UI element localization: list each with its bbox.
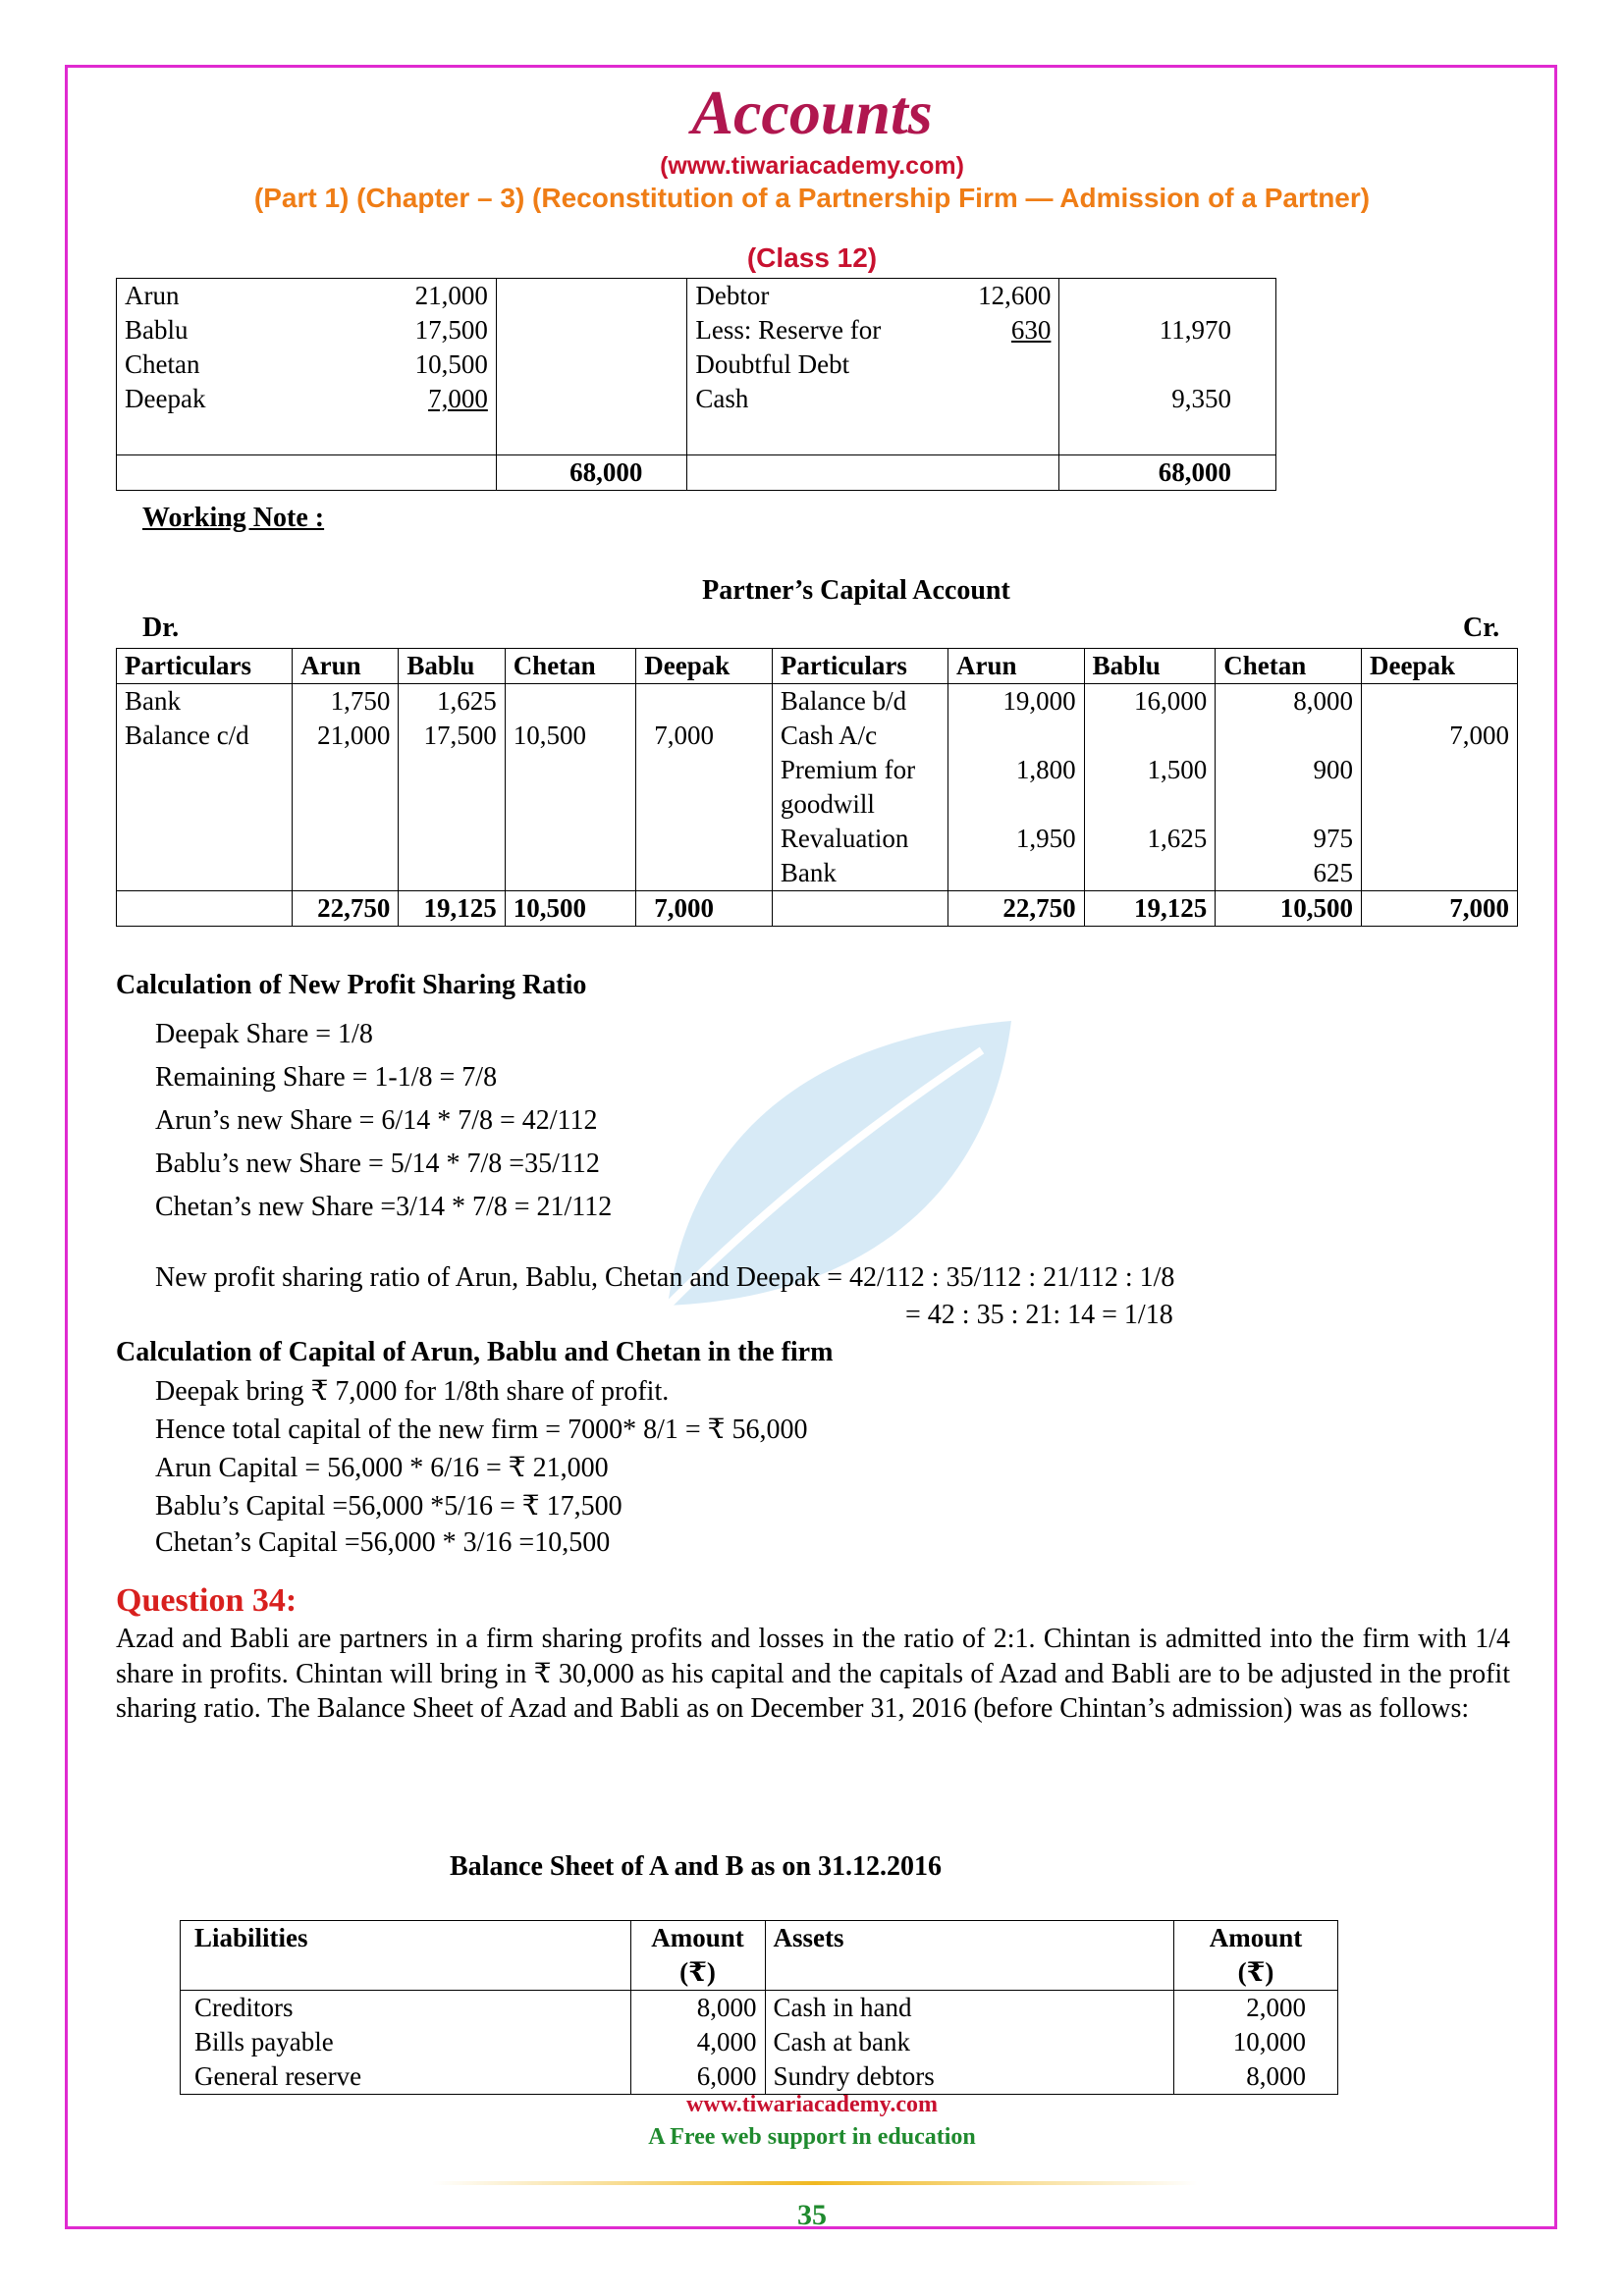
partner-amount: 17,500 [414, 315, 488, 345]
assets-header: Assets [765, 1921, 1174, 1991]
assets-cell [765, 1991, 1174, 2095]
cr-arun [948, 684, 1085, 891]
asset-amount-cell [1174, 1991, 1338, 2095]
asset-label: Cash [695, 384, 749, 413]
capital-line: Deepak bring ₹ 7,000 for 1/8th share of profit. [155, 1376, 670, 1407]
amount-header [1174, 1921, 1338, 1991]
capital-line: Hence total capital of the new firm = 7000* 8/1 = ₹ 56,000 [155, 1415, 808, 1445]
particular: Revaluation [780, 824, 909, 853]
partner-amount: 7,000 [428, 384, 488, 413]
liabilities-header: Liabilities [181, 1921, 631, 1991]
amount: 10,000 [1232, 2027, 1306, 2056]
empty-cell [117, 891, 293, 927]
liability: Bills payable [194, 2027, 334, 2056]
table-header-row [181, 1921, 1338, 1991]
empty-cell [117, 455, 497, 491]
header-site: (www.tiwariacademy.com) [660, 152, 964, 180]
amount: 21,000 [317, 721, 391, 750]
partner-amount: 10,500 [414, 349, 488, 379]
total-right: 68,000 [1059, 455, 1276, 491]
footer-site-link[interactable]: www.tiwariacademy.com [686, 2092, 938, 2117]
balance-sheet-table [180, 1920, 1338, 2095]
particular: Bank [125, 686, 181, 716]
amount: 6,000 [696, 2061, 757, 2091]
reserve-amount: 630 [1010, 315, 1052, 345]
amount: 2,000 [1246, 1993, 1306, 2022]
currency-label: (₹) [1237, 1957, 1274, 1987]
ratio-line: Chetan’s new Share =3/14 * 7/8 = 21/112 [155, 1192, 613, 1222]
cash-amount: 9,350 [1171, 384, 1231, 413]
question-label: Question 34: [116, 1582, 298, 1619]
cr-chetan [1216, 684, 1362, 891]
amount: 8,000 [1246, 2061, 1306, 2091]
new-ratio-line-2: = 42 : 35 : 21: 14 = 1/18 [905, 1300, 1173, 1330]
amount-header-label: Amount [1209, 1923, 1303, 1952]
amount: 1,625 [436, 686, 497, 716]
asset-label: Less: Reserve for [695, 315, 882, 345]
amount: 4,000 [696, 2027, 757, 2056]
asset-label: Debtor [695, 281, 770, 310]
ratio-line: Remaining Share = 1-1/8 = 7/8 [155, 1062, 498, 1093]
partner-amount: 21,000 [414, 281, 488, 310]
ratio-line: Bablu’s new Share = 5/14 * 7/8 =35/112 [155, 1148, 600, 1179]
liability: General reserve [194, 2061, 362, 2091]
ratio-line: Deepak Share = 1/8 [155, 1019, 373, 1049]
dr-particulars [117, 684, 293, 891]
amount: 8,000 [696, 1993, 757, 2022]
cr-label: Cr. [1463, 613, 1500, 643]
amount: 625 [1313, 858, 1354, 887]
asset: Cash at bank [773, 2027, 910, 2056]
empty-cell [772, 891, 947, 927]
amount: 900 [1313, 755, 1354, 784]
currency-label: (₹) [679, 1957, 716, 1987]
capital-heading: Calculation of Capital of Arun, Bablu and Chetan in the firm [116, 1337, 834, 1367]
footer-tagline: A Free web support in education [648, 2124, 976, 2150]
total-row [117, 891, 1518, 927]
balance-sheet-title: Balance Sheet of A and B as on 31.12.2016 [450, 1851, 942, 1882]
amount: 7,000 [654, 721, 715, 750]
amount: 1,500 [1147, 755, 1208, 784]
amount: 8,000 [1293, 686, 1354, 716]
column-header: Particulars [117, 649, 293, 684]
column-header: Chetan [505, 649, 636, 684]
new-ratio-line: New profit sharing ratio of Arun, Bablu, Chetan and Deepak = 42/112 : 35/112 : 21/112 : 1/8 [155, 1262, 1175, 1293]
partner-name: Chetan [125, 349, 200, 379]
working-note-heading: Working Note : [142, 503, 325, 533]
total-amount: 19,125 [1084, 891, 1216, 927]
partner-name: Deepak [125, 384, 206, 413]
total-amount: 22,750 [293, 891, 399, 927]
table-row [117, 279, 1276, 455]
amount-cell [1059, 279, 1276, 455]
amount: 1,625 [1147, 824, 1208, 853]
table-header-row [117, 649, 1518, 684]
amount: 16,000 [1134, 686, 1208, 716]
total-amount: 7,000 [1362, 891, 1518, 927]
amount: 1,950 [1015, 824, 1076, 853]
capital-line: Bablu’s Capital =56,000 *5/16 = ₹ 17,500 [155, 1491, 623, 1522]
asset-label: Doubtful Debt [695, 349, 850, 379]
capital-account-title: Partner’s Capital Account [702, 575, 1010, 606]
amount-header [630, 1921, 765, 1991]
balance-sheet-continuation [116, 278, 1276, 491]
page-title: Accounts [691, 78, 933, 147]
partner-name: Arun [125, 281, 180, 310]
column-header: Deepak [636, 649, 773, 684]
total-amount: 22,750 [948, 891, 1085, 927]
amount-header-label: Amount [651, 1923, 744, 1952]
column-header: Bablu [399, 649, 505, 684]
net-debtors: 11,970 [1159, 315, 1231, 345]
ratio-heading: Calculation of New Profit Sharing Ratio [116, 970, 587, 1000]
liabilities-cell [181, 1991, 631, 2095]
dr-arun [293, 684, 399, 891]
class-label: (Class 12) [746, 242, 878, 273]
total-amount: 19,125 [399, 891, 505, 927]
empty-cell [687, 455, 1059, 491]
particular: Balance b/d [780, 686, 907, 716]
total-row [117, 455, 1276, 491]
footer-divider [432, 2181, 1198, 2185]
dr-label: Dr. [142, 613, 180, 643]
column-header: Particulars [772, 649, 947, 684]
column-header: Arun [293, 649, 399, 684]
amount: 1,750 [330, 686, 391, 716]
amount: 1,800 [1015, 755, 1076, 784]
chapter-subtitle: (Part 1) (Chapter – 3) (Reconstitution of a Partnership Firm — Admission of a Partner) [253, 183, 1371, 213]
table-row [117, 684, 1518, 891]
partner-name: Bablu [125, 315, 189, 345]
particular: Bank [780, 858, 837, 887]
liability-amount-cell [630, 1991, 765, 2095]
total-amount: 7,000 [636, 891, 773, 927]
amount: 17,500 [423, 721, 497, 750]
amount: 7,000 [1449, 721, 1509, 750]
capital-account-table [116, 648, 1518, 927]
column-header: Chetan [1216, 649, 1362, 684]
liability: Creditors [194, 1993, 294, 2022]
cr-bablu [1084, 684, 1216, 891]
ratio-line: Arun’s new Share = 6/14 * 7/8 = 42/112 [155, 1105, 598, 1136]
particular: Balance c/d [125, 721, 249, 750]
column-header: Bablu [1084, 649, 1216, 684]
particular: Premium for goodwill [780, 755, 916, 819]
particular: Cash A/c [780, 721, 878, 750]
table-row [181, 1991, 1338, 2095]
page-number: 35 [797, 2199, 827, 2231]
debtor-amount: 12,600 [978, 281, 1052, 310]
column-header: Arun [948, 649, 1085, 684]
amount: 975 [1313, 824, 1354, 853]
capital-list-cell [117, 279, 497, 455]
amount: 19,000 [1002, 686, 1076, 716]
asset: Sundry debtors [773, 2061, 935, 2091]
assets-cell [687, 279, 1059, 455]
total-amount: 10,500 [1216, 891, 1362, 927]
dr-deepak [636, 684, 773, 891]
asset: Cash in hand [773, 1993, 912, 2022]
dr-chetan [505, 684, 636, 891]
amount: 10,500 [513, 721, 586, 750]
empty-cell [496, 279, 687, 455]
capital-line: Arun Capital = 56,000 * 6/16 = ₹ 21,000 [155, 1453, 609, 1483]
dr-bablu [399, 684, 505, 891]
capital-line: Chetan’s Capital =56,000 * 3/16 =10,500 [155, 1527, 611, 1558]
cr-particulars [772, 684, 947, 891]
total-amount: 10,500 [505, 891, 636, 927]
cr-deepak [1362, 684, 1518, 891]
total-left: 68,000 [496, 455, 687, 491]
question-text: Azad and Babli are partners in a firm sharing profits and losses in the ratio of 2:1. Chintan is admitted into the firm with 1/4 share in profits. Chintan will bring in ₹ 30,000 as his capital and the capitals of Azad and Babli are to be adjusted in the profit sharing ratio. The Balance Sheet of Azad and Babli as on December 31, 2016 (before Chintan’s admission) was as follows: [116, 1624, 1510, 1724]
column-header: Deepak [1362, 649, 1518, 684]
